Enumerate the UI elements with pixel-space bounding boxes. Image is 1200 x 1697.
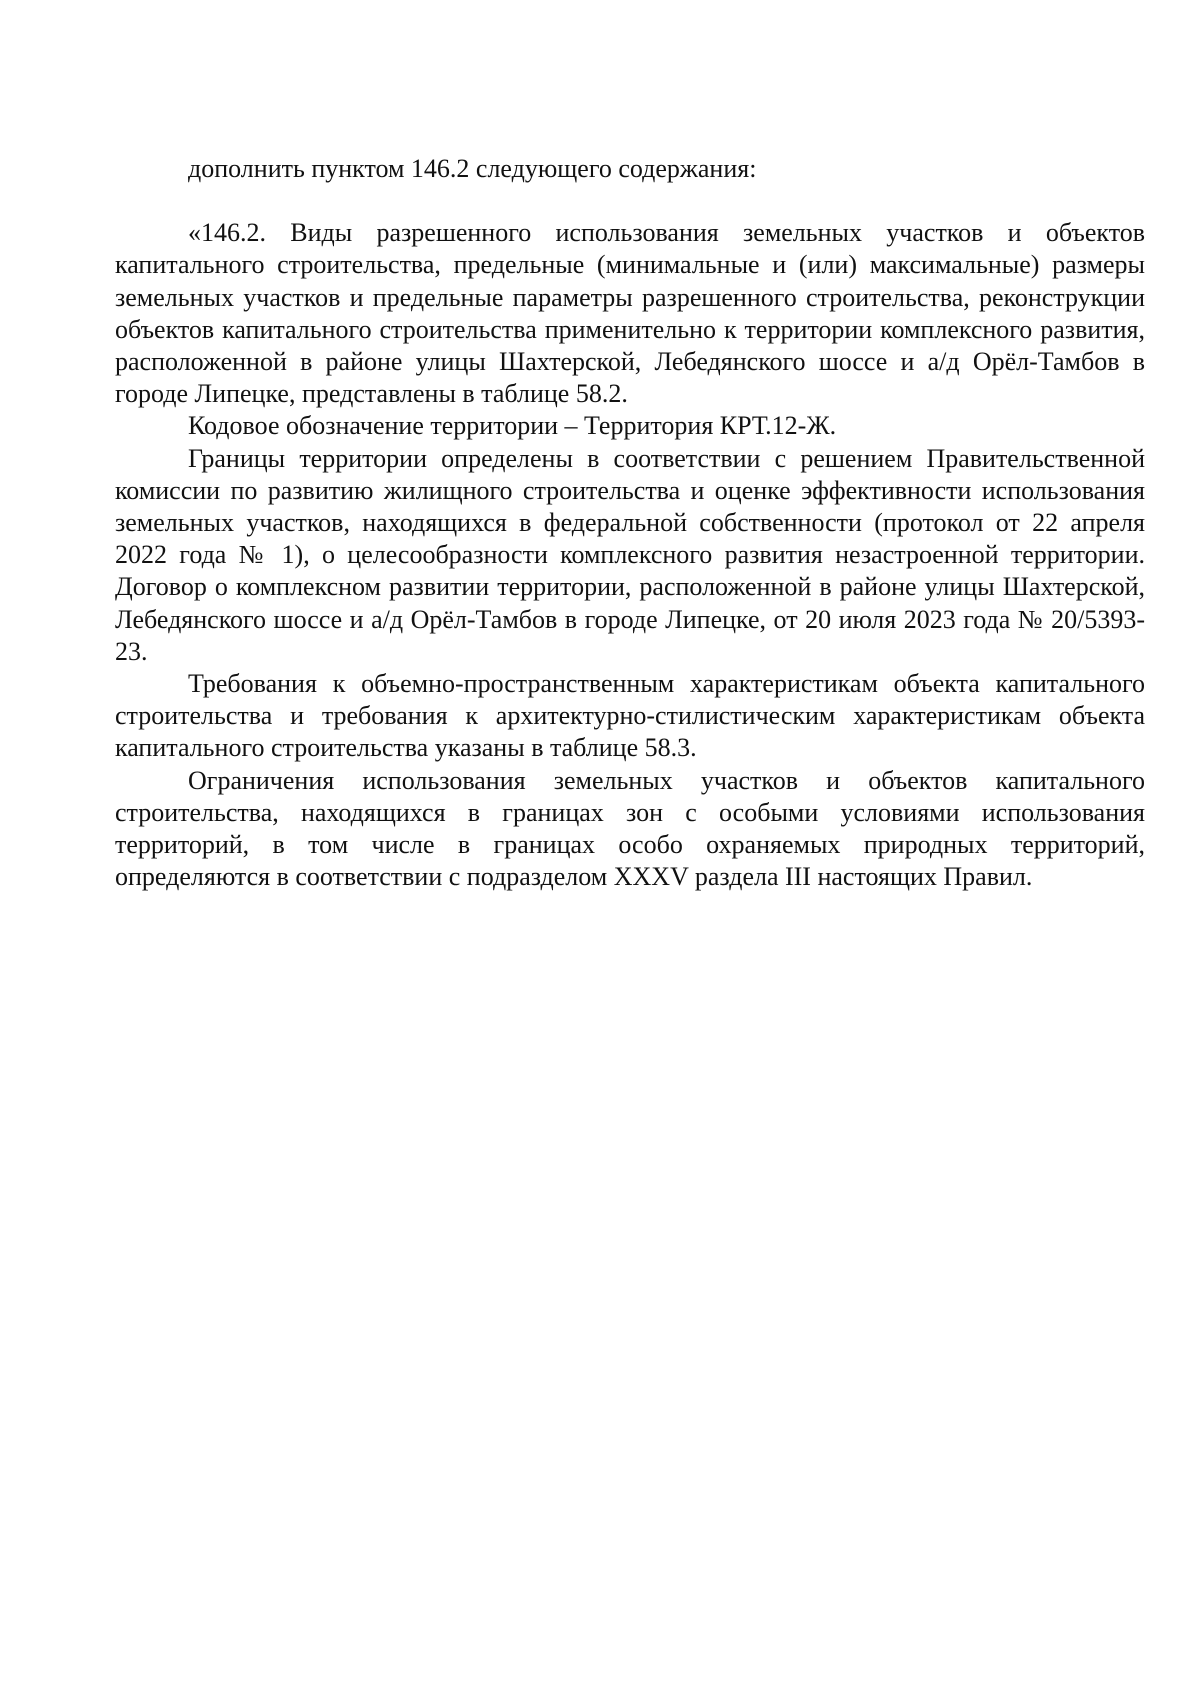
code-designation-paragraph: Кодовое обозначение территории – Территория КРТ.12-Ж.: [188, 411, 837, 441]
restrictions-paragraph: Ограничения использования земельных участков и объектов капитального строительства, находящихся в границах зон с особыми условиями использования территорий, в том числе в границах особо охраняемых природных территорий, определяются в соответствии с подразделом XXXV раздела III настоящих Правил.: [115, 765, 1145, 892]
intro-paragraph: дополнить пунктом 146.2 следующего содержания:: [188, 154, 757, 183]
requirements-paragraph: Требования к объемно-пространственным характеристикам объекта капитального строительства и требования к архитектурно-стилистическим характеристикам объекта капитального строительства указаны в таблице 58.3.: [115, 669, 1145, 763]
paragraph-146-2: «146.2. Виды разрешенного использования земельных участков и объектов капитального строительства, предельные (минимальные и (или) максимальные) размеры земельных участков и предельные параметры разрешенного строительства, реконструкции объектов капитального строительства применительно к территории комплексного развития, расположенной в районе улицы Шахтерской, Лебедянского шоссе и а/д Орёл-Тамбов в городе Липецке, представлены в таблице 58.2.: [115, 218, 1145, 409]
boundaries-paragraph: Границы территории определены в соответствии с решением Правительственной комиссии по развитию жилищного строительства и оценке эффективности использования земельных участков, находящихся в федеральной собственности (протокол от 22 апреля 2022 года № 1), о целесообразности комплексного развития незастроенной территории. Договор о комплексном развитии территории, расположенной в районе улицы Шахтерской, Лебедянского шоссе и а/д Орёл-Тамбов в городе Липецке, от 20 июля 2023 года № 20/5393-23.: [115, 443, 1145, 666]
document-body: [115, 153, 1145, 893]
